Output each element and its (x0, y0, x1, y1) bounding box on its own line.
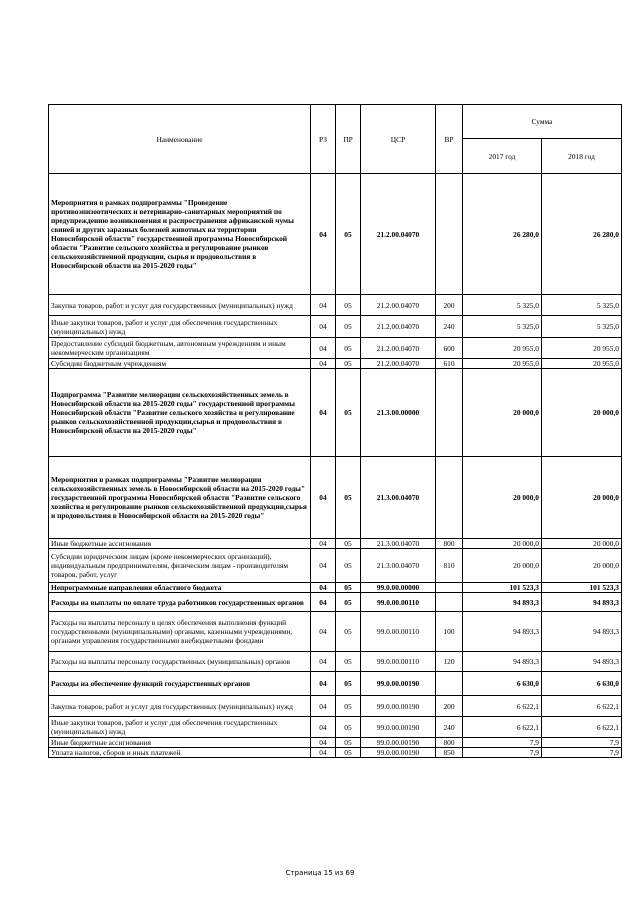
row-csr: 99.0.00.00110 (361, 652, 436, 672)
row-name: Иные закупки товаров, работ и услуг для обеспечения государственных (муниципальных) нужд (49, 717, 311, 738)
row-name: Непрограммные направления областного бюджета (49, 583, 311, 593)
row-csr: 99.0.00.00190 (361, 748, 436, 758)
table-row (49, 539, 622, 549)
row-csr: 99.0.00.00190 (361, 738, 436, 748)
row-sum-2018: 7,9 (542, 748, 622, 758)
row-sum-2018: 5 325,0 (542, 316, 622, 338)
header-pr: ПР (336, 105, 361, 174)
row-rz: 04 (311, 612, 336, 652)
row-pr: 05 (336, 369, 361, 457)
row-pr: 05 (336, 295, 361, 316)
table-body (49, 174, 622, 758)
table-row (49, 457, 622, 539)
row-csr: 21.3.00.04070 (361, 539, 436, 549)
row-csr: 21.2.00.04070 (361, 338, 436, 359)
row-vr: 610 (436, 359, 463, 369)
row-name: Расходы на обеспечение функций государственных органов (49, 672, 311, 696)
row-sum-2017: 6 630,0 (463, 672, 542, 696)
row-pr: 05 (336, 457, 361, 539)
row-vr: 120 (436, 652, 463, 672)
row-pr: 05 (336, 359, 361, 369)
row-sum-2018: 7,9 (542, 738, 622, 748)
row-csr: 21.3.00.04070 (361, 549, 436, 583)
table-row (49, 338, 622, 359)
row-sum-2018: 94 893,3 (542, 652, 622, 672)
row-vr: 240 (436, 316, 463, 338)
table-row (49, 593, 622, 612)
row-rz: 04 (311, 672, 336, 696)
row-csr: 99.0.00.00110 (361, 593, 436, 612)
row-rz: 04 (311, 369, 336, 457)
row-name: Мероприятия в рамках подпрограммы "Развитие мелиорации сельскохозяйственных земель в Новосибирской области на 2015-2020 годы" государственной программы Новосибирской области "Развитие сельского хозяйства и регулирование рынков сельскохозяйственной продукции,сырья и продовольствия в Новосибирской области на 2015-2020 годы" (49, 457, 311, 539)
row-csr: 21.2.00.04070 (361, 174, 436, 295)
row-vr: 100 (436, 612, 463, 652)
row-rz: 04 (311, 748, 336, 758)
row-rz: 04 (311, 593, 336, 612)
table-row (49, 696, 622, 717)
row-pr: 05 (336, 316, 361, 338)
table-row (49, 295, 622, 316)
row-vr: 240 (436, 717, 463, 738)
row-csr: 21.2.00.04070 (361, 359, 436, 369)
row-csr: 99.0.00.00110 (361, 612, 436, 652)
row-sum-2017: 20 955,0 (463, 359, 542, 369)
page-footer: Страница 15 из 69 (285, 869, 355, 877)
row-sum-2017: 94 893,3 (463, 652, 542, 672)
row-csr: 21.3.00.00000 (361, 369, 436, 457)
row-vr (436, 174, 463, 295)
header-year-2017: 2017 год (463, 139, 542, 174)
row-vr (436, 593, 463, 612)
row-pr: 05 (336, 174, 361, 295)
row-sum-2017: 7,9 (463, 738, 542, 748)
row-sum-2017: 20 000,0 (463, 369, 542, 457)
row-sum-2018: 5 325,0 (542, 295, 622, 316)
row-sum-2018: 6 622,1 (542, 717, 622, 738)
row-sum-2017: 20 000,0 (463, 457, 542, 539)
row-vr: 800 (436, 738, 463, 748)
row-rz: 04 (311, 295, 336, 316)
row-rz: 04 (311, 457, 336, 539)
row-name: Субсидии бюджетным учреждениям (49, 359, 311, 369)
table-row (49, 583, 622, 593)
row-sum-2018: 20 000,0 (542, 457, 622, 539)
row-csr: 99.0.00.00190 (361, 717, 436, 738)
row-csr: 99.0.00.00190 (361, 672, 436, 696)
row-sum-2018: 6 630,0 (542, 672, 622, 696)
row-pr: 05 (336, 539, 361, 549)
table-row (49, 612, 622, 652)
row-pr: 05 (336, 717, 361, 738)
row-sum-2018: 20 000,0 (542, 549, 622, 583)
row-name: Субсидии юридическим лицам (кроме некоммерческих организаций), индивидуальным предпринимателям, физическим лицам - производителям товаров, работ, услуг (49, 549, 311, 583)
row-vr (436, 672, 463, 696)
row-sum-2018: 20 955,0 (542, 359, 622, 369)
row-sum-2017: 94 893,3 (463, 593, 542, 612)
row-pr: 05 (336, 696, 361, 717)
table-row (49, 316, 622, 338)
row-name: Расходы на выплаты персоналу в целях обеспечения выполнения функций государственными (муниципальными) органами, казенными учреждениями, органами управления государственными внебюджетными фондами (49, 612, 311, 652)
row-sum-2018: 94 893,3 (542, 612, 622, 652)
row-sum-2018: 101 523,3 (542, 583, 622, 593)
row-rz: 04 (311, 359, 336, 369)
row-rz: 04 (311, 549, 336, 583)
row-name: Иные бюджетные ассигнования (49, 539, 311, 549)
header-vr: ВР (436, 105, 463, 174)
row-rz: 04 (311, 583, 336, 593)
row-vr (436, 583, 463, 593)
row-rz: 04 (311, 652, 336, 672)
row-pr: 05 (336, 549, 361, 583)
row-name: Подпрограмма "Развитие мелиорации сельскохозяйственных земель в Новосибирской области на 2015-2020 годы" государственной программы Новосибирской области "Развитие сельского хозяйства и регулирование рынков сельскохозяйственной продукции,сырья и продовольствия в Новосибирской области на 2015-2020 годы" (49, 369, 311, 457)
row-sum-2018: 20 000,0 (542, 369, 622, 457)
row-pr: 05 (336, 748, 361, 758)
row-sum-2017: 6 622,1 (463, 717, 542, 738)
row-name: Уплата налогов, сборов и иных платежей (49, 748, 311, 758)
row-pr: 05 (336, 612, 361, 652)
row-sum-2017: 7,9 (463, 748, 542, 758)
row-pr: 05 (336, 672, 361, 696)
row-vr (436, 457, 463, 539)
row-vr: 810 (436, 549, 463, 583)
row-sum-2017: 101 523,3 (463, 583, 542, 593)
row-sum-2017: 20 000,0 (463, 549, 542, 583)
row-pr: 05 (336, 583, 361, 593)
row-sum-2017: 94 893,3 (463, 612, 542, 652)
row-vr: 200 (436, 696, 463, 717)
header-name: Наименование (49, 105, 311, 174)
row-vr (436, 369, 463, 457)
table-row (49, 549, 622, 583)
row-rz: 04 (311, 717, 336, 738)
row-pr: 05 (336, 338, 361, 359)
row-sum-2017: 20 955,0 (463, 338, 542, 359)
row-sum-2018: 20 955,0 (542, 338, 622, 359)
row-pr: 05 (336, 593, 361, 612)
row-vr: 850 (436, 748, 463, 758)
row-rz: 04 (311, 696, 336, 717)
row-name: Закупка товаров, работ и услуг для государственных (муниципальных) нужд (49, 295, 311, 316)
table-row (49, 359, 622, 369)
header-rz: РЗ (311, 105, 336, 174)
row-sum-2018: 6 622,1 (542, 696, 622, 717)
table-row (49, 174, 622, 295)
table-row (49, 748, 622, 758)
table-row (49, 369, 622, 457)
row-csr: 21.3.00.04070 (361, 457, 436, 539)
row-name: Расходы на выплаты по оплате труда работников государственных органов (49, 593, 311, 612)
row-sum-2017: 26 280,0 (463, 174, 542, 295)
row-sum-2017: 5 325,0 (463, 316, 542, 338)
header-csr: ЦСР (361, 105, 436, 174)
row-name: Мероприятия в рамках подпрограммы "Проведение противоэпизоотических и ветеринарно-санитарных мероприятий по предупреждению возникновения и распространения африканской чумы свиней и других заразных болезней животных на территории Новосибирской области" государственной программы Новосибирской области "Развитие сельского хозяйства и регулирование рынков сельскохозяйственной продукции, сырья и продовольствия в Новосибирской области на 2015-2020 годы" (49, 174, 311, 295)
row-name: Закупка товаров, работ и услуг для государственных (муниципальных) нужд (49, 696, 311, 717)
header-year-2018: 2018 год (542, 139, 622, 174)
row-name: Иные бюджетные ассигнования (49, 738, 311, 748)
row-sum-2018: 94 893,3 (542, 593, 622, 612)
row-vr: 600 (436, 338, 463, 359)
row-name: Предоставление субсидий бюджетным, автономным учреждениям и иным некоммерческим организациям (49, 338, 311, 359)
row-sum-2017: 5 325,0 (463, 295, 542, 316)
row-pr: 05 (336, 652, 361, 672)
row-name: Иные закупки товаров, работ и услуг для обеспечения государственных (муниципальных) нужд (49, 316, 311, 338)
row-csr: 21.2.00.04070 (361, 316, 436, 338)
budget-table (48, 104, 622, 758)
row-csr: 21.2.00.04070 (361, 295, 436, 316)
header-sum: Сумма (463, 105, 622, 139)
row-rz: 04 (311, 316, 336, 338)
row-rz: 04 (311, 738, 336, 748)
table-row (49, 717, 622, 738)
row-name: Расходы на выплаты персоналу государственных (муниципальных) органов (49, 652, 311, 672)
row-rz: 04 (311, 174, 336, 295)
row-sum-2017: 6 622,1 (463, 696, 542, 717)
table-row (49, 672, 622, 696)
row-csr: 99.0.00.00190 (361, 696, 436, 717)
row-csr: 99.0.00.00000 (361, 583, 436, 593)
row-sum-2017: 20 000,0 (463, 539, 542, 549)
table-row (49, 738, 622, 748)
row-pr: 05 (336, 738, 361, 748)
row-rz: 04 (311, 539, 336, 549)
row-vr: 200 (436, 295, 463, 316)
row-vr: 800 (436, 539, 463, 549)
row-rz: 04 (311, 338, 336, 359)
row-sum-2018: 26 280,0 (542, 174, 622, 295)
row-sum-2018: 20 000,0 (542, 539, 622, 549)
table-row (49, 652, 622, 672)
